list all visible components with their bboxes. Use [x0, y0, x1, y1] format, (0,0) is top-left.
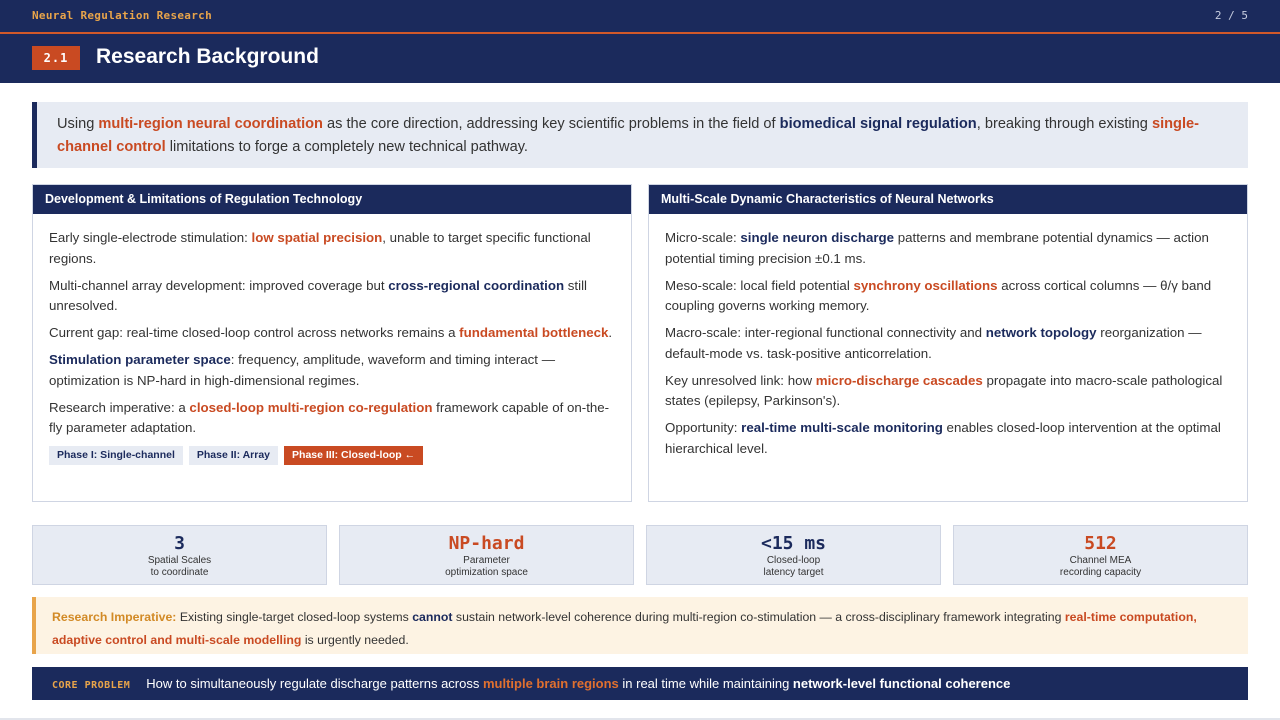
list-item: Research imperative: a closed-loop multi-region co-regulation framework capable of on-the-fly parameter adaptation. [49, 399, 610, 435]
intro-text: , breaking through existing [976, 116, 1152, 132]
stat-value: NP-hard [448, 533, 525, 554]
stat-label: Parameter [463, 555, 510, 566]
stat-label: optimization space [445, 567, 528, 578]
stat-label: Channel MEA [1069, 555, 1132, 566]
list-item: Opportunity: real-time multi-scale monitoring enables closed-loop intervention at the optimal hierarchical level. [665, 420, 1221, 456]
core-problem-tag: CORE PROBLEM [52, 680, 131, 691]
intro-highlight: single-channel control [57, 116, 1199, 155]
stat-value: 3 [174, 533, 185, 554]
list-item: Meso-scale: local field potential synchrony oscillations across cortical columns — θ/γ band coupling governs working memory. [665, 277, 1212, 313]
list-item: Early single-electrode stimulation: low spatial precision, unable to target specific functional regions. [49, 230, 591, 266]
research-imperative-callout: Research Imperative: Existing single-target closed-loop systems cannot sustain network-level coherence during multi-region co-stimulation — a cross-disciplinary framework integrating real-time computation, adaptive control and multi-scale modelling is urgently needed. [32, 597, 1248, 654]
stat-card-np-hard [339, 525, 634, 585]
stat-label: to coordinate [150, 567, 209, 578]
stat-value: <15 ms [760, 533, 827, 554]
stat-label: Closed-loop [766, 555, 821, 566]
stat-label: latency target [763, 567, 824, 578]
stat-label: recording capacity [1059, 567, 1142, 578]
brand-label: Neural Regulation Research [32, 9, 212, 22]
imperative-lead: Research Imperative: [52, 610, 177, 624]
stat-card-channels [953, 525, 1248, 585]
list-item: Micro-scale: single neuron discharge patterns and membrane potential dynamics — action potential timing precision ±0.1 ms. [665, 230, 1209, 266]
stat-value: 512 [1084, 533, 1117, 554]
panel-title: Development & Limitations of Regulation Technology [33, 185, 631, 214]
phase-tag-3: Phase III: Closed-loop ← [284, 446, 423, 465]
stat-card-latency [646, 525, 941, 585]
list-item: Macro-scale: inter-regional functional connectivity and network topology reorganization — default-mode vs. task-positive anticorrelation. [665, 325, 1202, 361]
panel-title: Multi-Scale Dynamic Characteristics of Neural Networks [649, 185, 1247, 214]
intro-text: as the core direction, addressing key scientific problems in the field of [322, 116, 780, 132]
phase-tag-2: Phase II: Array [189, 446, 278, 465]
top-bar [0, 0, 1280, 32]
section-number-badge: 2.1 [32, 46, 80, 70]
intro-text: Using [57, 116, 99, 132]
intro-text: limitations to forge a completely new technical pathway. [165, 139, 528, 155]
list-item: Current gap: real-time closed-loop control across networks remains a fundamental bottleneck. [49, 325, 613, 340]
core-problem-bar: CORE PROBLEM How to simultaneously regulate discharge patterns across multiple brain regions in real time while maintaining network-level functional coherence [32, 667, 1248, 700]
title-bar [0, 34, 1280, 83]
list-item: Key unresolved link: how micro-discharge cascades propagate into macro-scale pathological states (epilepsy, Parkinson's). [665, 372, 1223, 408]
section-title: Research Background [96, 45, 319, 68]
list-item: Stimulation parameter space: frequency, amplitude, waveform and timing interact — optimization is NP-hard in high-dimensional regimes. [49, 352, 555, 388]
stat-label: Spatial Scales [147, 555, 212, 566]
regulation-technology-panel [32, 184, 632, 502]
intro-highlight: biomedical signal regulation [779, 116, 977, 132]
neural-network-panel [648, 184, 1248, 502]
phase-tags [49, 445, 615, 465]
phase-tag-1: Phase I: Single-channel [49, 446, 183, 465]
list-item: Multi-channel array development: improved coverage but cross-regional coordination still unresolved. [49, 277, 587, 313]
intro-highlight: multi-region neural coordination [98, 116, 323, 132]
intro-callout [32, 102, 1248, 168]
stat-card-scales [32, 525, 327, 585]
page-indicator: 2 / 5 [1214, 9, 1248, 22]
